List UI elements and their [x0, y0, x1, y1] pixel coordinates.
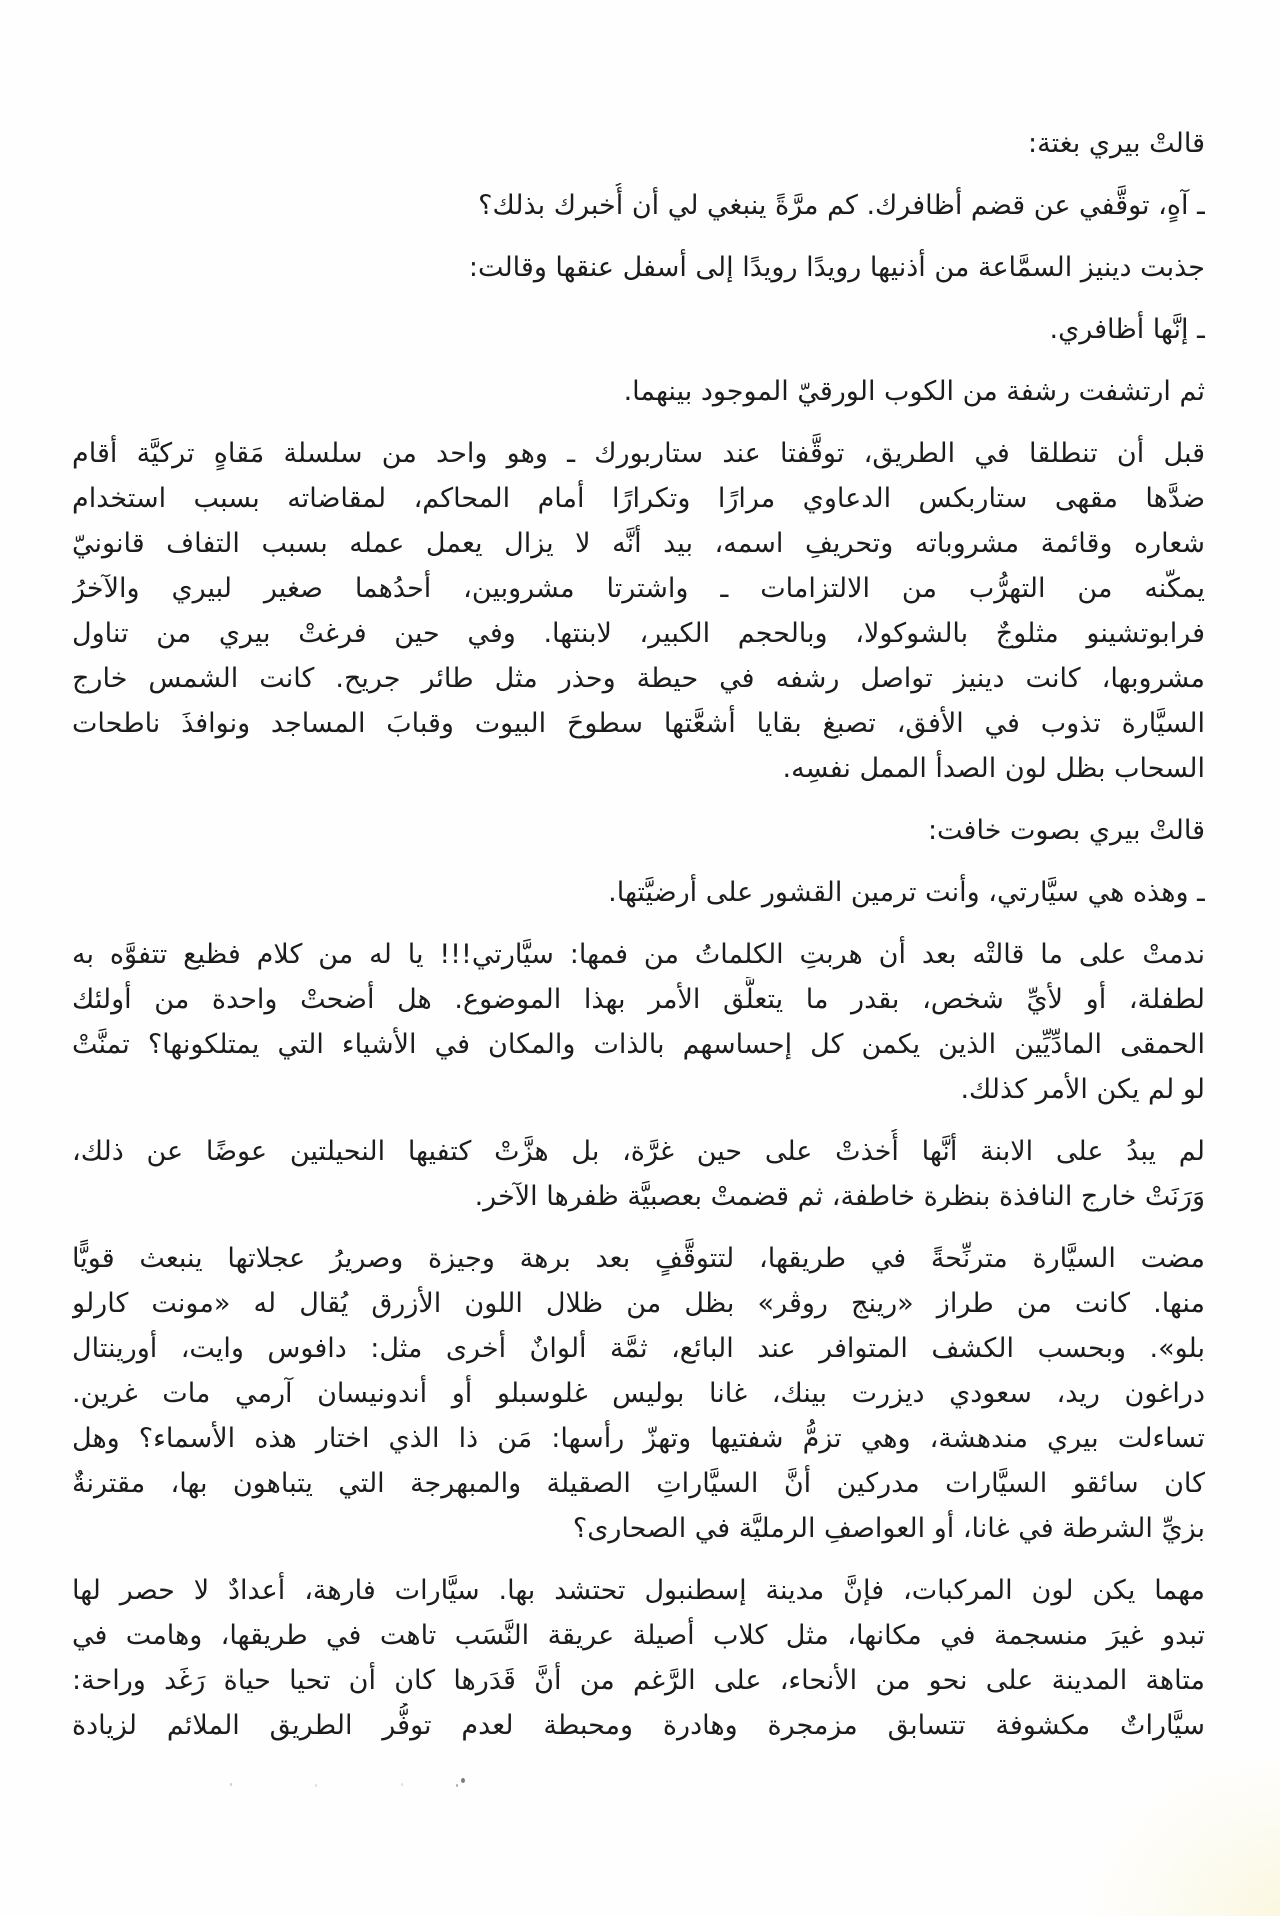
text-line: فرابوتشينو مثلوجٌ بالشوكولا، وبالحجم الكبير، لابنتها. وفي حين فرغتْ بيري من تناول — [72, 618, 1205, 649]
paragraph — [72, 1236, 1205, 1551]
text-line: مضت السيَّارة مترنِّحةً في طريقها، لتتوقَّفٍ بعد برهة وجيزة وصريرُ عجلاتها ينبعث قويًّا — [72, 1243, 1205, 1274]
text-line: السحاب بظل لون الصدأ الممل نفسِه. — [782, 753, 1205, 784]
text-line: بزيِّ الشرطة في غانا، أو العواصفِ الرمليَّة في الصحارى؟ — [572, 1513, 1205, 1544]
text-line: ثم ارتشفت رشفة من الكوب الورقيّ الموجود بينهما. — [623, 376, 1205, 407]
text-line: قالتْ بيري بصوت خافت: — [927, 815, 1205, 846]
text-line: ضدَّها مقهى ستاربكس الدعاوي مرارًا وتكرارًا أمام المحاكم، لمقاضاته بسبب استخدام — [72, 483, 1205, 514]
paragraph — [72, 121, 1205, 166]
text-line: ـ وهذه هي سيَّارتي، وأنت ترمين القشور على أرضيَّتها. — [608, 877, 1205, 908]
paragraph — [72, 245, 1205, 290]
paragraph — [72, 183, 1205, 228]
paragraph — [72, 1568, 1205, 1748]
text-line: ـ آهٍ، توقَّفي عن قضم أظافرك. كم مرَّةً ينبغي لي أن أُخبرك بذلك؟ — [478, 190, 1205, 221]
text-line: شعاره وقائمة مشروباته وتحريفِ اسمه، بيد أنَّه لا يزال يعمل عمله بسبب التفاف قانونيّ — [72, 528, 1205, 559]
text-line: لم يبدُ على الابنة أنَّها أُخذتْ على حين غرَّة، بل هزَّتْ كتفيها النحيلتين عوضًا عن ذلك، — [72, 1136, 1205, 1167]
page-corner-shading — [1090, 1756, 1280, 1916]
text-line: الحمقى المادِّيِّين الذين يكمن كل إحساسهم بالذات والمكان في الأشياء التي يمتلكونها؟ تمنَّتْ — [72, 1029, 1205, 1060]
text-line: السيَّارة تذوب في الأفق، تصبغ بقايا أشعَّتها سطوحَ البيوت وقبابَ المساجد ونوافذَ ناطحات — [72, 708, 1205, 739]
text-line: سيَّاراتٌ مكشوفة تتسابق مزمجرة وهادرة ومحبطة لعدم توفُّر الطريق الملائم لزيادة — [72, 1710, 1205, 1741]
paragraph — [72, 307, 1205, 352]
paragraph — [72, 369, 1205, 414]
text-line: قبل أن تنطلقا في الطريق، توقَّفتا عند ستاربورك ـ وهو واحد من سلسلة مَقاهٍ تركيَّة أقام — [72, 438, 1205, 469]
paragraph — [72, 808, 1205, 853]
text-line: وَرَنَتْ خارج النافذة بنظرة خاطفة، ثم قضمتْ بعصبيَّة ظفرها الآخر. — [474, 1181, 1205, 1212]
text-line: قالتْ بيري بغتة: — [1028, 128, 1205, 159]
text-line: ندمتْ على ما قالتْه بعد أن هربتِ الكلماتُ من فمها: سيَّارتي!!! يا له من كلام فظيع تتفوَّه به — [72, 939, 1205, 970]
text-line: بلو». وبحسب الكشف المتوافر عند البائع، ثمَّة ألوانٌ أخرى مثل: دافوس وايت، أورينتال — [72, 1333, 1205, 1364]
text-line: ـ إنَّها أظافري. — [1049, 314, 1205, 345]
text-line: لو لم يكن الأمر كذلك. — [960, 1074, 1205, 1105]
text-line: متاهة المدينة على نحو من الأنحاء، على الرَّغم من أنَّ قَدَرها كان أن تحيا حياة رَغَد وراحة: — [72, 1665, 1205, 1696]
paragraph — [72, 431, 1205, 791]
page-text — [72, 121, 1205, 1765]
text-line: تبدو غيرَ منسجمة في مكانها، مثل كلاب أصيلة عريقة النَّسَب تاهت في طريقها، وهامت في — [72, 1620, 1205, 1651]
paragraph — [72, 870, 1205, 915]
paragraph — [72, 932, 1205, 1112]
text-line: مشروبها، كانت دينيز تواصل رشفه في حيطة وحذر مثل طائر جريح. كانت الشمس خارج — [72, 663, 1205, 694]
text-line: يمكّنه من التهرُّب من الالتزامات ـ واشترتا مشروبين، أحدُهما صغير لبيري والآخرُ — [72, 573, 1205, 604]
text-line: دراغون ريد، سعودي ديزرت بينك، غانا بوليس غلوسبلو أو أندونيسان آرمي مات غرين. — [72, 1378, 1205, 1409]
text-line: منها. كانت من طراز «رينج روڤر» بظل من ظلال اللون الأزرق يُقال له «مونت كارلو — [72, 1288, 1205, 1319]
scan-artifacts — [0, 0, 2, 3]
text-line: كان سائقو السيَّارات مدركين أنَّ السيَّاراتِ الصقيلة والمبهرجة التي يتباهون بها، مقترنةٌ — [72, 1468, 1205, 1499]
text-line: لطفلة، أو لأيِّ شخص، بقدر ما يتعلَّق الأمر بهذا الموضوع. هل أضحتْ واحدة من أولئك — [72, 984, 1205, 1015]
text-line: جذبت دينيز السمَّاعة من أذنيها رويدًا رويدًا إلى أسفل عنقها وقالت: — [468, 252, 1205, 283]
paragraph — [72, 1129, 1205, 1219]
text-line: مهما يكن لون المركبات، فإنَّ مدينة إسطنبول تحتشد بها. سيَّارات فارهة، أعدادٌ لا حصر لها — [72, 1575, 1205, 1606]
text-line: تساءلت بيري مندهشة، وهي تزمُّ شفتيها وتهزّ رأسها: مَن ذا الذي اختار هذه الأسماء؟ وهل — [72, 1423, 1205, 1454]
